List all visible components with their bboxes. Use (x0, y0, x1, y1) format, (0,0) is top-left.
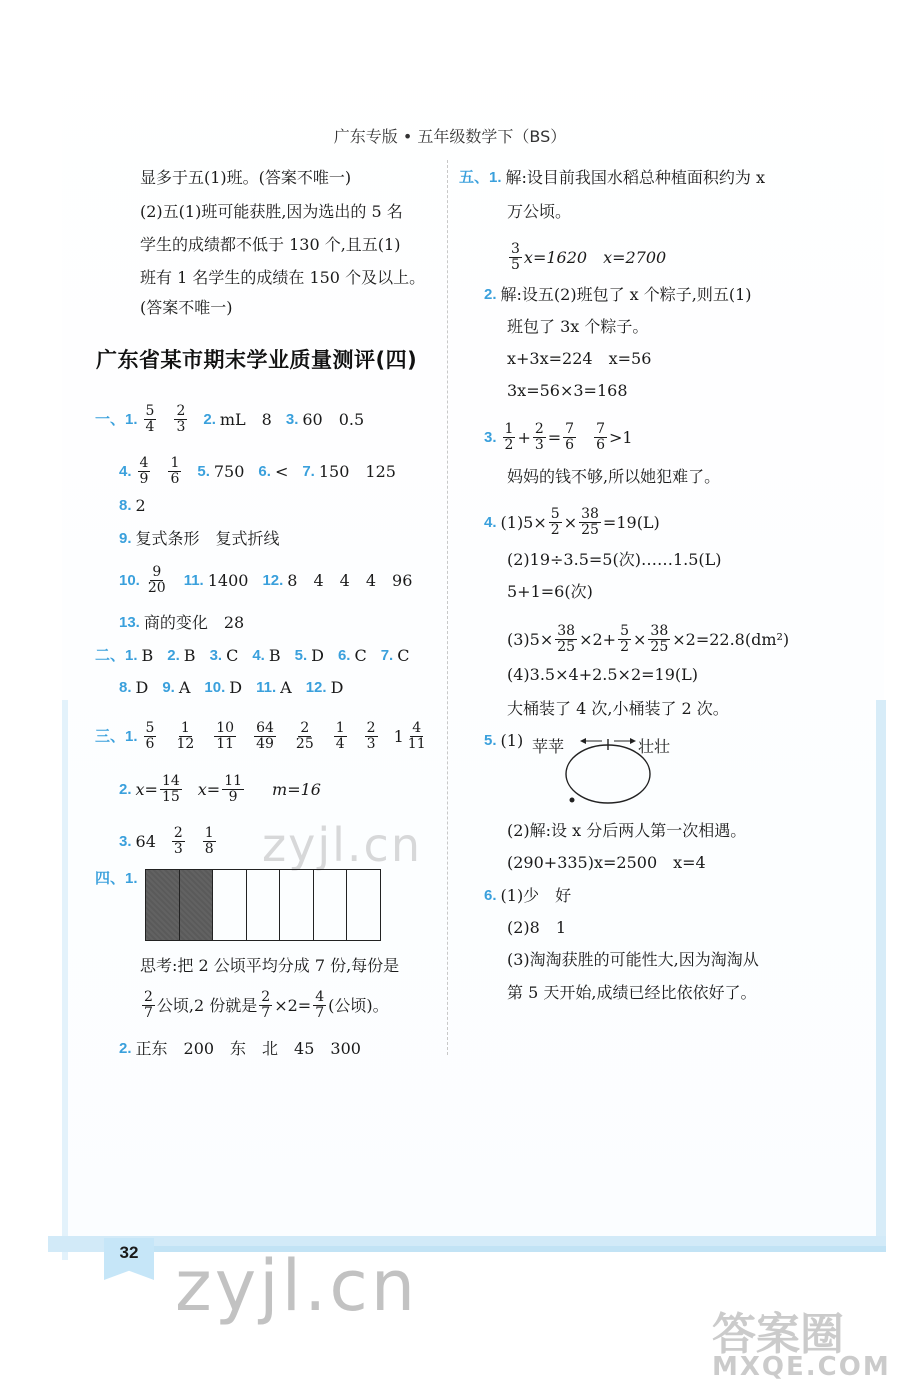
page-header: 广东专版 • 五年级数学下（BS） (333, 127, 567, 146)
s1-row-6: 13. 商的变化 28 (119, 613, 245, 632)
r-q6-line-3: (3)淘淘获胜的可能性大,因为淘淘从 (507, 950, 759, 969)
r-q6-line-1: 6. (1)少 好 (484, 886, 572, 905)
r-q2-line-3: x+3x=224 x=56 (507, 349, 652, 368)
s4-think-line-1: 思考:把 2 公顷平均分成 7 份,每份是 (140, 956, 400, 975)
fraction: $\frac{5}{6}$ (145, 720, 155, 752)
intro-line-2: (2)五(1)班可能获胜,因为选出的 5 名 (140, 202, 403, 221)
fraction: $\frac{2}{3}$ (534, 421, 544, 453)
page-number: 32 (119, 1243, 139, 1262)
fraction: $\frac{4}{9}$ (139, 455, 149, 487)
bar-cell-shaded (146, 870, 180, 940)
s1-row-4: 9. 复式条形 复式折线 (119, 529, 280, 548)
s3-row-1: 三、1. $\frac{5}{6}$ $\frac{1}{12}$ $\frac{10}{11}$ $\frac{64}{49}$ $\frac{2}{25}$ $\frac{1}{4}$ $\frac{2}{3}$ 1 $\frac{4}{11}$ (95, 720, 426, 752)
bar-cell (347, 870, 380, 940)
fraction: $\frac{2}{7}$ (261, 989, 271, 1021)
intro-line-1: 显多于五(1)班。(答案不唯一) (140, 168, 352, 187)
s1-label: 一、1. (95, 410, 138, 428)
s1-row-5: 10. $\frac{9}{20}$ 11. 1400 12. 8 4 4 4 96 (119, 564, 413, 596)
fraction: $\frac{38}{25}$ (557, 623, 576, 655)
fraction: $\frac{9}{20}$ (147, 564, 166, 596)
column-divider (447, 160, 448, 1055)
fraction: $\frac{4}{11}$ (407, 720, 426, 752)
r-q2-line-1: 2. 解:设五(2)班包了 x 个粽子,则五(1) (484, 285, 752, 304)
frame-right-edge (876, 700, 886, 1250)
fraction: $\frac{2}{3}$ (173, 825, 183, 857)
fraction: $\frac{1}{12}$ (176, 720, 195, 752)
fraction: $\frac{2}{25}$ (295, 720, 314, 752)
fraction: $\frac{64}{49}$ (256, 720, 274, 752)
intro-line-5: (答案不唯一) (140, 298, 233, 317)
r-q6-line-4: 第 5 天开始,成绩已经比依依好了。 (507, 983, 757, 1002)
s1-row-1: 一、1. $\frac{5}{4}$ $\frac{2}{3}$ 2. mL 8 3. 60 0.5 (95, 403, 365, 435)
r-q4-line-3: 5+1=6(次) (507, 582, 593, 601)
fraction: $\frac{38}{25}$ (650, 623, 669, 655)
fraction: $\frac{5}{2}$ (620, 623, 629, 655)
watermark-large: zyjl.cn (175, 1245, 419, 1327)
r-q1-line-2: 万公顷。 (507, 202, 572, 221)
fraction: $\frac{38}{25}$ (581, 506, 599, 538)
r-q2-line-4: 3x=56×3=168 (507, 381, 628, 400)
s1-row-3: 8. 2 (119, 496, 146, 515)
fraction: $\frac{5}{4}$ (145, 403, 155, 435)
s2-row-2: 8. D 9. A 10. D 11. A 12. D (119, 678, 344, 697)
r-q5-line-3: (290+335)x=2500 x=4 (507, 853, 706, 872)
intro-line-4: 班有 1 名学生的成绩在 150 个及以上。 (140, 268, 426, 287)
fraction: $\frac{1}{8}$ (204, 825, 214, 857)
fraction: $\frac{7}{6}$ (596, 421, 606, 453)
fraction: $\frac{4}{7}$ (315, 989, 325, 1021)
fraction: $\frac{2}{3}$ (176, 403, 186, 435)
track-diagram (560, 728, 660, 808)
track-ellipse (566, 745, 650, 803)
bar-cell-shaded (180, 870, 214, 940)
bar-cell (247, 870, 281, 940)
fraction: $\frac{2}{3}$ (366, 720, 376, 752)
fraction: $\frac{1}{6}$ (170, 455, 180, 487)
bar-cell (280, 870, 314, 940)
watermark-answer-logo: 答案圈 (712, 1309, 844, 1360)
fraction: $\frac{2}{7}$ (144, 989, 153, 1021)
r-q3-line-2: 妈妈的钱不够,所以她犯难了。 (507, 467, 721, 486)
s3-row-3: 3. 64 $\frac{2}{3}$ $\frac{1}{8}$ (119, 825, 214, 857)
s4-think-line-2: $\frac{2}{7}$ 公顷,2 份就是 $\frac{2}{7}$ ×2= $\frac{4}{7}$ (公顷)。 (144, 989, 389, 1021)
r-q3-line-1: 3. $\frac{1}{2}$ + $\frac{2}{3}$ = $\frac{7}{6}$ $\frac{7}{6}$ >1 (484, 421, 633, 453)
r-q4-line-2: (2)19÷3.5=5(次)……1.5(L) (507, 550, 722, 569)
fraction: $\frac{1}{2}$ (504, 421, 514, 453)
fraction: $\frac{7}{6}$ (565, 421, 575, 453)
r-q4-line-4: (3)5× $\frac{38}{25}$ ×2+ $\frac{5}{2}$ × $\frac{38}{25}$ ×2=22.8(dm²) (507, 623, 790, 655)
r-q6-line-2: (2)8 1 (507, 918, 567, 937)
fraction: $\frac{11}{9}$ (224, 773, 243, 805)
s2-row-1: 二、1. B 2. B 3. C 4. B 5. D 6. C 7. C (95, 646, 410, 665)
q5-left-label: 苹苹 (532, 737, 565, 756)
bar-cell (314, 870, 348, 940)
fraction: $\frac{3}{5}$ (511, 241, 520, 273)
right-arrow-head (630, 738, 636, 744)
q5-right-label: 壮壮 (638, 737, 671, 756)
r-q1-line-3: $\frac{3}{5}$ x=1620 x=2700 (511, 241, 667, 273)
r-q4-line-1: 4. (1)5× $\frac{5}{2}$ × $\frac{38}{25}$ =19(L) (484, 506, 660, 538)
fraction: $\frac{14}{15}$ (161, 773, 180, 805)
s4-row-2: 2. 正东 200 东 北 45 300 (119, 1039, 361, 1058)
intro-line-3: 学生的成绩都不低于 130 个,且五(1) (140, 235, 401, 254)
bar-cell (213, 870, 247, 940)
section-title: 广东省某市期末学业质量测评(四) (96, 348, 418, 372)
watermark-site: MXQE.COM (712, 1352, 891, 1382)
r-q5-line-2: (2)解:设 x 分后两人第一次相遇。 (507, 821, 747, 840)
meeting-point (570, 798, 575, 803)
fraction: $\frac{5}{2}$ (550, 506, 560, 538)
s1-row-2: 4. $\frac{4}{9}$ $\frac{1}{6}$ 5. 750 6. < 7. 150 125 (119, 455, 396, 487)
r-q1-line-1: 五、1. 解:设目前我国水稻总种植面积约为 x (459, 168, 766, 187)
r-q2-line-2: 班包了 3x 个粽子。 (507, 317, 649, 336)
fraction: $\frac{1}{4}$ (335, 720, 345, 752)
r-q5-line-1: 5. (1) (484, 731, 524, 750)
s3-row-2: 2. x= $\frac{14}{15}$ x= $\frac{11}{9}$ m=16 (119, 773, 321, 805)
fraction-bar-diagram (145, 869, 381, 941)
left-arrow-head (580, 738, 586, 744)
fraction: $\frac{10}{11}$ (216, 720, 235, 752)
s4-label-line: 四、1. (95, 870, 138, 887)
r-q4-line-5: (4)3.5×4+2.5×2=19(L) (507, 665, 699, 684)
watermark-small: zyjl.cn (262, 818, 422, 872)
r-q4-line-6: 大桶装了 4 次,小桶装了 2 次。 (507, 699, 729, 718)
frame-left-edge (62, 700, 68, 1260)
